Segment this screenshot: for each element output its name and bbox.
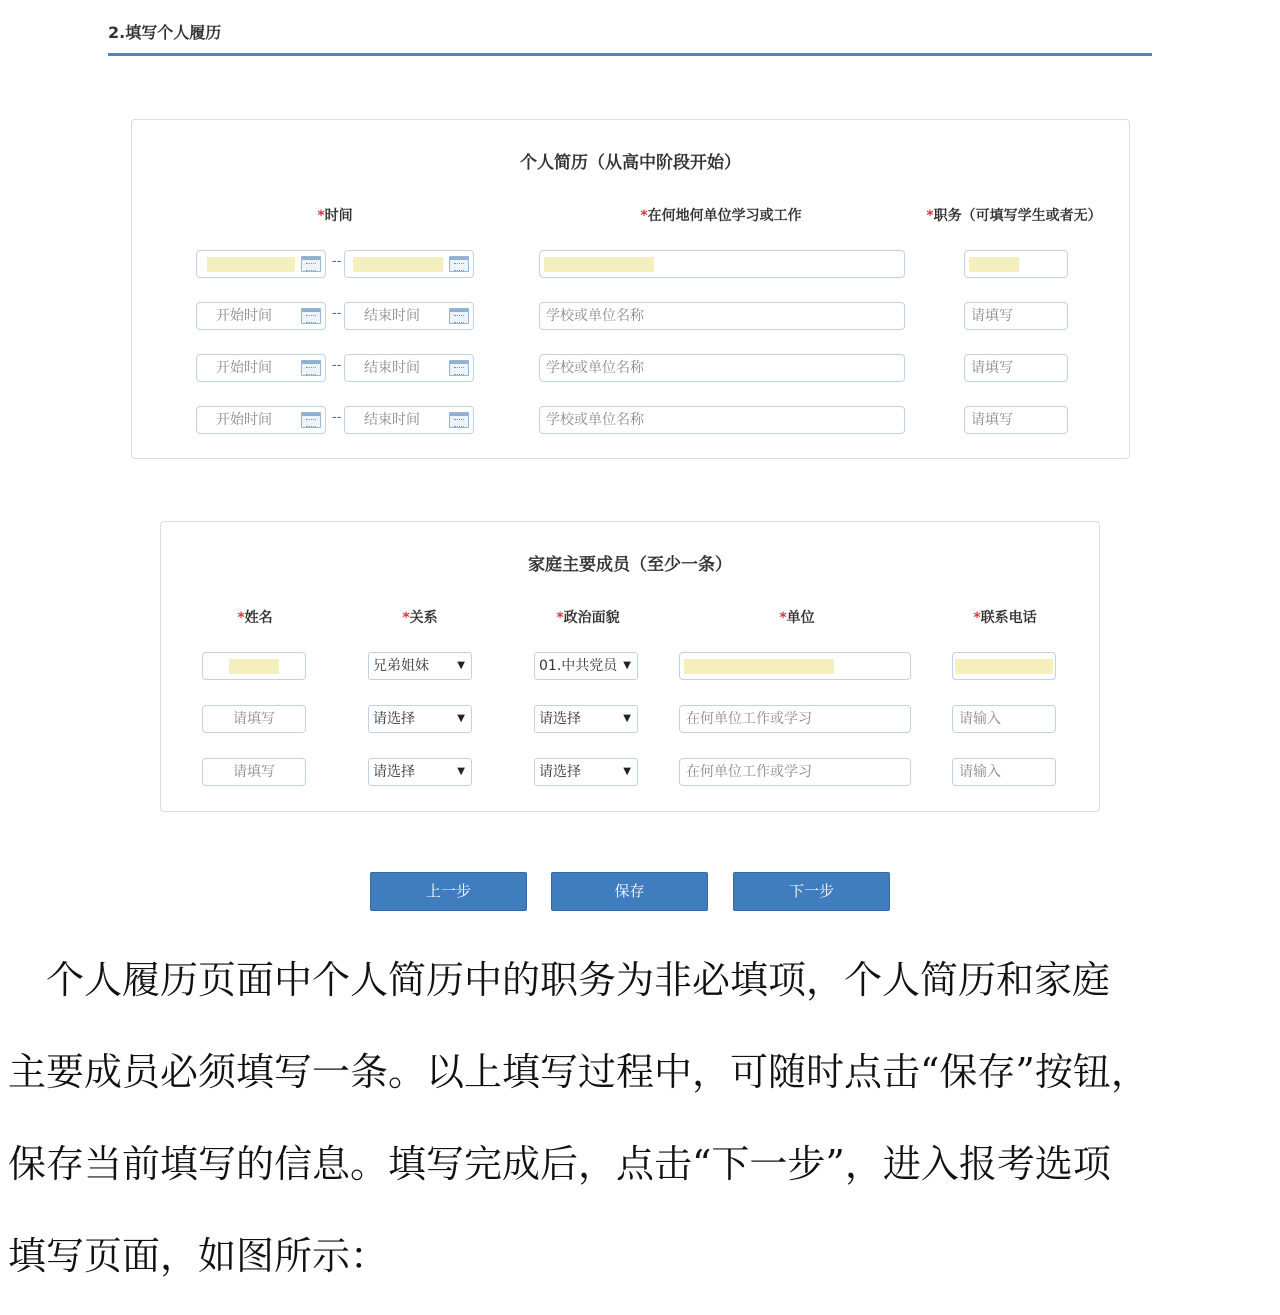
calendar-icon[interactable]	[449, 308, 469, 324]
paragraph-line-4: 填写页面，如图所示：	[8, 1234, 389, 1278]
phone-field[interactable]: 请输入	[952, 758, 1056, 786]
relation-select[interactable]: 请选择 ▼	[368, 758, 472, 786]
dropdown-arrow-icon: ▼	[623, 766, 631, 777]
duty-field[interactable]	[964, 250, 1068, 278]
unit-field[interactable]: 在何单位工作或学习	[679, 758, 911, 786]
header-political: *政治面貌	[556, 610, 620, 626]
header-phone: *联系电话	[973, 610, 1037, 626]
prev-step-button[interactable]: 上一步	[370, 872, 527, 911]
political-select[interactable]: 01.中共党员 ▼	[534, 652, 638, 680]
calendar-icon[interactable]	[449, 360, 469, 376]
calendar-icon[interactable]	[301, 308, 321, 324]
family-panel-title: 家庭主要成员（至少一条）	[528, 555, 732, 575]
relation-select[interactable]: 兄弟姐妹 ▼	[368, 652, 472, 680]
name-field[interactable]	[202, 652, 306, 680]
start-date-field[interactable]: 开始时间	[196, 354, 326, 382]
duty-field[interactable]: 请填写	[964, 354, 1068, 382]
end-date-field[interactable]	[344, 250, 474, 278]
range-separator: --	[332, 358, 342, 373]
dropdown-arrow-icon: ▼	[623, 713, 631, 724]
duty-field[interactable]: 请填写	[964, 302, 1068, 330]
unit-field[interactable]	[679, 652, 911, 680]
dropdown-arrow-icon: ▼	[623, 660, 631, 671]
paragraph-line-1: 个人履历页面中个人简历中的职务为非必填项，个人简历和家庭	[8, 958, 1111, 1002]
filled-value-highlight	[544, 257, 654, 272]
political-select[interactable]: 请选择 ▼	[534, 758, 638, 786]
header-name: *姓名	[237, 610, 273, 626]
relation-select[interactable]: 请选择 ▼	[368, 705, 472, 733]
end-date-field[interactable]: 结束时间	[344, 302, 474, 330]
place-field[interactable]: 学校或单位名称	[539, 406, 905, 434]
duty-field[interactable]: 请填写	[964, 406, 1068, 434]
place-field[interactable]: 学校或单位名称	[539, 302, 905, 330]
end-date-field[interactable]: 结束时间	[344, 354, 474, 382]
filled-value-highlight	[969, 257, 1019, 272]
dropdown-arrow-icon: ▼	[457, 766, 465, 777]
calendar-icon[interactable]	[301, 412, 321, 428]
resume-panel-title: 个人简历（从高中阶段开始）	[520, 153, 741, 173]
name-field[interactable]: 请填写	[202, 705, 306, 733]
save-button[interactable]: 保存	[551, 872, 708, 911]
range-separator: --	[332, 254, 342, 269]
end-date-field[interactable]: 结束时间	[344, 406, 474, 434]
phone-field[interactable]	[952, 652, 1056, 680]
header-duty: *职务（可填写学生或者无）	[926, 208, 1102, 224]
header-unit: *单位	[779, 610, 815, 626]
calendar-icon[interactable]	[449, 256, 469, 272]
filled-value-highlight	[684, 659, 834, 674]
start-date-field[interactable]: 开始时间	[196, 406, 326, 434]
section-divider	[108, 53, 1152, 56]
place-field[interactable]: 学校或单位名称	[539, 354, 905, 382]
name-field[interactable]: 请填写	[202, 758, 306, 786]
family-panel	[160, 521, 1100, 812]
paragraph-line-2: 主要成员必须填写一条。以上填写过程中，可随时点击“保存”按钮，	[8, 1050, 1149, 1094]
calendar-icon[interactable]	[301, 256, 321, 272]
section-title: 2.填写个人履历	[108, 23, 222, 42]
header-relation: *关系	[402, 610, 438, 626]
filled-value-highlight	[955, 659, 1053, 674]
start-date-field[interactable]: 开始时间	[196, 302, 326, 330]
resume-panel	[131, 119, 1130, 459]
unit-field[interactable]: 在何单位工作或学习	[679, 705, 911, 733]
calendar-icon[interactable]	[301, 360, 321, 376]
place-field[interactable]	[539, 250, 905, 278]
phone-field[interactable]: 请输入	[952, 705, 1056, 733]
range-separator: --	[332, 410, 342, 425]
filled-value-highlight	[207, 257, 295, 272]
dropdown-arrow-icon: ▼	[457, 660, 465, 671]
calendar-icon[interactable]	[449, 412, 469, 428]
next-step-button[interactable]: 下一步	[733, 872, 890, 911]
filled-value-highlight	[229, 659, 279, 674]
dropdown-arrow-icon: ▼	[457, 713, 465, 724]
header-time: *时间	[317, 208, 353, 224]
start-date-field[interactable]	[196, 250, 326, 278]
paragraph-line-3: 保存当前填写的信息。填写完成后，点击“下一步”，进入报考选项	[8, 1142, 1111, 1186]
filled-value-highlight	[353, 257, 443, 272]
header-place: *在何地何单位学习或工作	[640, 208, 802, 224]
range-separator: --	[332, 306, 342, 321]
political-select[interactable]: 请选择 ▼	[534, 705, 638, 733]
